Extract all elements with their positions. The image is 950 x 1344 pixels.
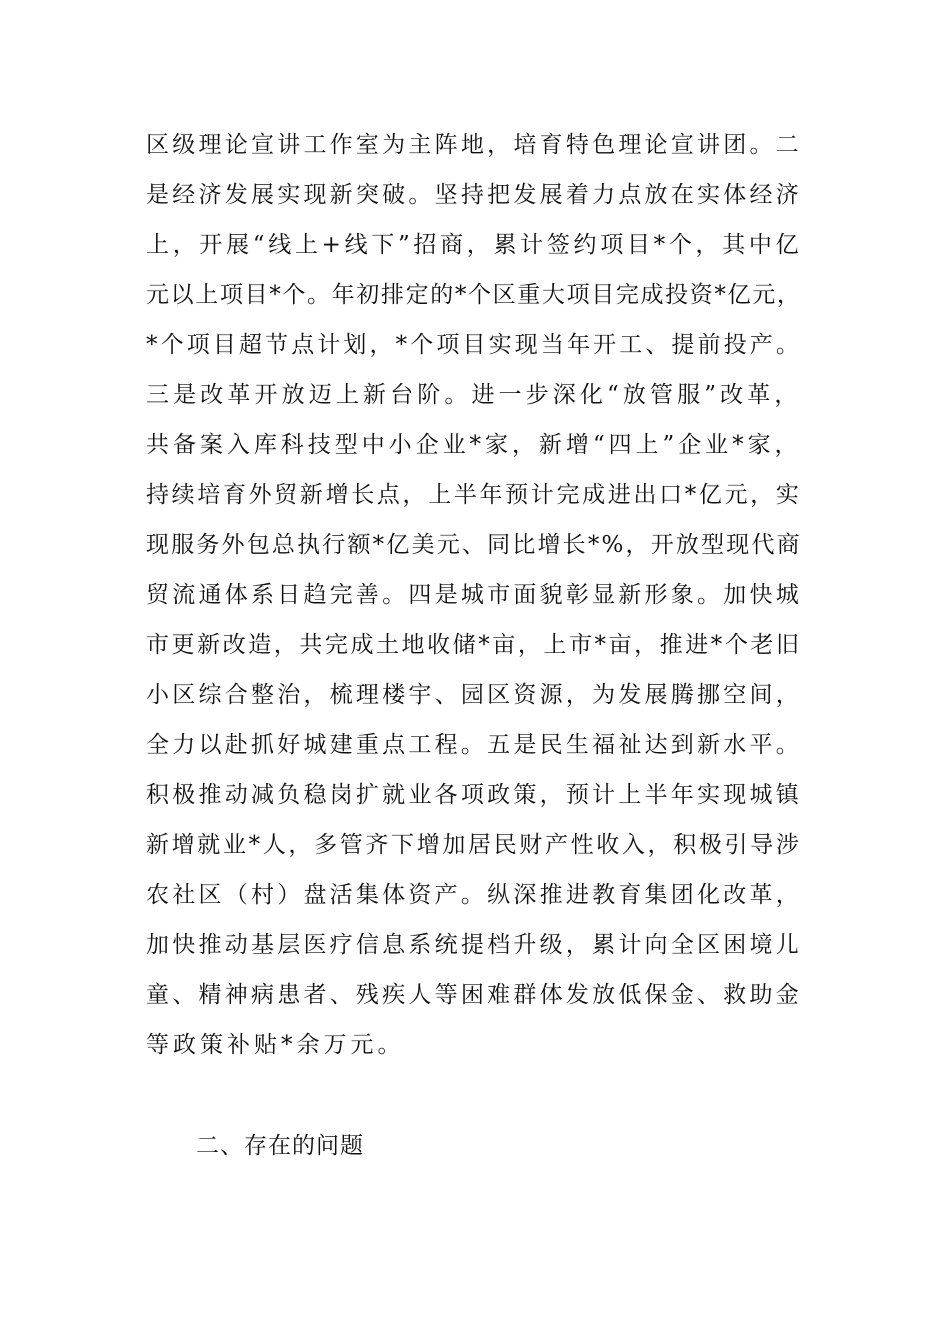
paragraph-line: 市更新改造，共完成土地收储*亩，上市*亩，推进*个老旧 [146, 632, 802, 658]
paragraph-line: 童、精神病患者、残疾人等困难群体发放低保金、救助金 [146, 982, 802, 1008]
paragraph-line: 元以上项目*个。年初排定的*个区重大项目完成投资*亿元， [146, 282, 802, 308]
paragraph-line: 积极推动减负稳岗扩就业各项政策，预计上半年实现城镇 [146, 782, 802, 808]
paragraph-line: 上，开展“线上+线下”招商，累计签约项目*个，其中亿 [146, 232, 803, 258]
section-heading: 二、存在的问题 [196, 1133, 364, 1159]
paragraph-line: 是经济发展实现新突破。坚持把发展着力点放在实体经济 [146, 182, 802, 208]
paragraph-line: 全力以赴抓好城建重点工程。五是民生福祉达到新水平。 [146, 732, 802, 758]
paragraph-line: 现服务外包总执行额*亿美元、同比增长*%，开放型现代商 [146, 532, 802, 558]
paragraph-line: 小区综合整治，梳理楼宇、园区资源，为发展腾挪空间， [146, 682, 802, 708]
paragraph-line: 共备案入库科技型中小企业*家，新增“四上”企业*家， [146, 432, 802, 458]
paragraph-line: 加快推动基层医疗信息系统提档升级，累计向全区困境儿 [146, 932, 802, 958]
paragraph-line: 新增就业*人，多管齐下增加居民财产性收入，积极引导涉 [146, 832, 802, 858]
paragraph-line: 等政策补贴*余万元。 [146, 1032, 405, 1058]
paragraph-line: *个项目超节点计划，*个项目实现当年开工、提前投产。 [146, 332, 802, 358]
paragraph-line: 区级理论宣讲工作室为主阵地，培育特色理论宣讲团。二 [146, 132, 802, 158]
paragraph-line: 三是改革开放迈上新台阶。进一步深化“放管服”改革， [146, 382, 802, 408]
paragraph-line: 贸流通体系日趋完善。四是城市面貌彰显新形象。加快城 [146, 582, 802, 608]
paragraph-line: 持续培育外贸新增长点，上半年预计完成进出口*亿元，实 [146, 482, 802, 508]
paragraph-line: 农社区（村）盘活集体资产。纵深推进教育集团化改革， [146, 882, 802, 908]
